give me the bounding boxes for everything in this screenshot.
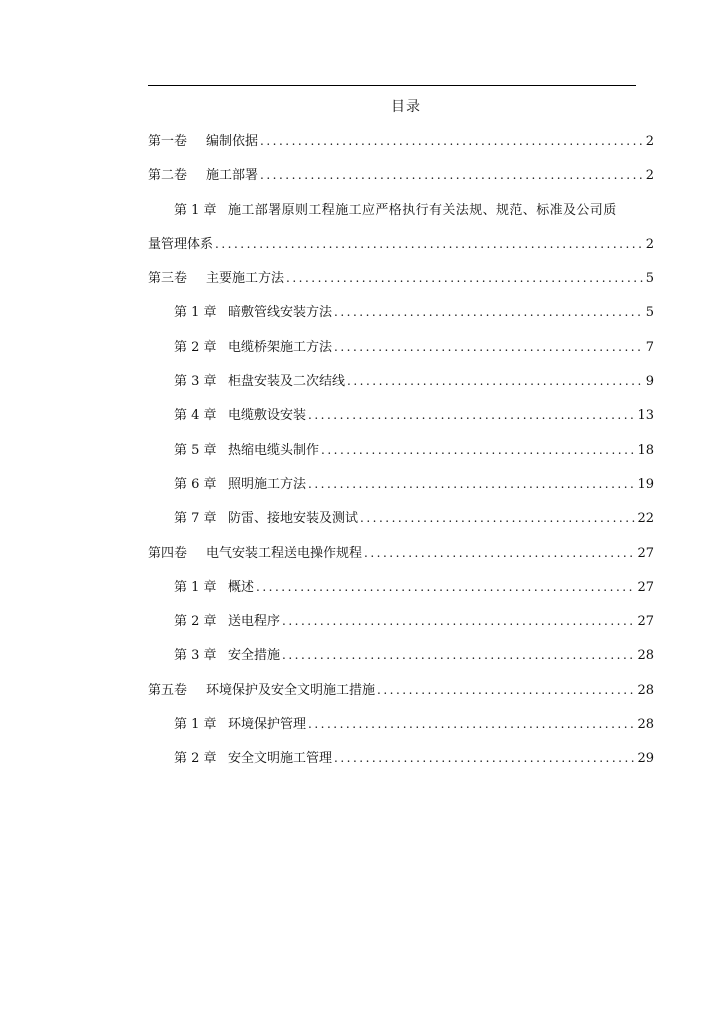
toc-entry-text: 概述	[228, 579, 255, 595]
toc-entry-page: 2	[645, 168, 654, 184]
toc-entry[interactable]	[148, 642, 654, 676]
toc-entry-text: 电缆桥架施工方法	[228, 339, 333, 355]
toc-entry-text: 热缩电缆头制作	[228, 442, 320, 458]
dot-leader	[377, 683, 635, 697]
header-rule	[148, 85, 636, 86]
toc-entry-page: 9	[645, 374, 654, 390]
toc-entry[interactable]	[148, 745, 654, 779]
toc-entry-text: 安全文明施工管理	[228, 751, 333, 767]
toc-entry-page: 5	[645, 305, 654, 321]
toc-entry[interactable]	[148, 402, 654, 436]
dot-leader	[334, 751, 635, 765]
toc-entry-text: 防雷、接地安装及测试	[228, 511, 359, 527]
toc-entry-page: 27	[637, 614, 654, 630]
toc-entry-label: 第 2 章	[174, 614, 217, 630]
toc-entry-text: 施工部署原则工程施工应严格执行有关法规、规范、标准及公司质	[228, 202, 617, 218]
toc-entry[interactable]	[148, 128, 654, 162]
toc-entry-label: 第四卷	[148, 545, 188, 561]
toc-entry-page: 2	[645, 134, 654, 149]
toc-entry-page: 19	[637, 476, 654, 492]
toc-entry-page: 27	[637, 579, 654, 595]
toc-entry-page: 22	[637, 511, 654, 527]
dot-leader	[286, 271, 644, 285]
toc-entry-text: 暗敷管线安装方法	[228, 305, 333, 321]
toc-entry[interactable]	[148, 505, 654, 539]
toc-entry-label: 第 3 章	[174, 648, 217, 664]
toc-entry-text: 电气安装工程送电操作规程	[206, 545, 363, 561]
toc-entry-label: 第二卷	[148, 168, 188, 184]
toc-entry-label: 第 7 章	[174, 511, 217, 527]
toc-entry-text: 环境保护管理	[228, 717, 307, 733]
toc-entry-page: 28	[637, 648, 654, 664]
toc-entry-page: 29	[637, 751, 654, 767]
dot-leader	[347, 374, 644, 388]
toc-entry-text: 施工部署	[206, 168, 259, 184]
toc-entry-text: 环境保护及安全文明施工措施	[206, 682, 376, 698]
toc-entry-label: 第 2 章	[174, 339, 217, 355]
toc-entry-text: 电缆敷设安装	[228, 408, 307, 424]
table-of-contents	[148, 128, 654, 780]
toc-entry-label: 第一卷	[148, 134, 188, 149]
toc-entry-label: 第 1 章	[174, 202, 217, 218]
toc-entry-label: 第 1 章	[174, 579, 217, 595]
dot-leader	[308, 408, 635, 422]
toc-entry-wrapped-first-line[interactable]	[148, 197, 654, 231]
toc-entry-page: 5	[645, 271, 654, 287]
toc-entry-label: 第 5 章	[174, 442, 217, 458]
toc-entry-page: 13	[637, 408, 654, 424]
toc-entry-page: 28	[637, 717, 654, 733]
dot-leader	[364, 546, 635, 560]
toc-entry-label: 第三卷	[148, 271, 188, 287]
dot-leader	[282, 614, 635, 628]
dot-leader	[215, 237, 644, 251]
toc-entry-text: 编制依据	[206, 134, 259, 149]
toc-entry-label: 第 3 章	[174, 374, 217, 390]
toc-entry[interactable]	[148, 711, 654, 745]
toc-entry-label: 第 2 章	[174, 751, 217, 767]
dot-leader	[321, 443, 635, 457]
toc-entry[interactable]	[148, 677, 654, 711]
toc-entry-page: 18	[637, 442, 654, 458]
toc-entry[interactable]	[148, 574, 654, 608]
dot-leader	[260, 168, 644, 182]
dot-leader	[334, 340, 644, 354]
toc-entry-text-continued: 量管理体系	[148, 236, 214, 252]
toc-entry-text: 送电程序	[228, 614, 281, 630]
toc-entry[interactable]	[148, 265, 654, 299]
toc-entry-page: 7	[645, 339, 654, 355]
toc-entry[interactable]	[148, 299, 654, 333]
toc-title: 目录	[391, 99, 421, 115]
toc-entry-label: 第五卷	[148, 682, 188, 698]
toc-entry-text: 柜盘安装及二次结线	[228, 374, 346, 390]
toc-entry[interactable]	[148, 540, 654, 574]
toc-entry-label: 第 1 章	[174, 717, 217, 733]
toc-entry-text: 安全措施	[228, 648, 281, 664]
toc-entry[interactable]	[148, 608, 654, 642]
toc-entry[interactable]	[148, 437, 654, 471]
dot-leader	[360, 511, 635, 525]
toc-entry-page: 2	[645, 236, 654, 252]
toc-entry-label: 第 4 章	[174, 408, 217, 424]
dot-leader	[308, 717, 635, 731]
toc-entry-wrapped-continuation[interactable]	[148, 231, 654, 265]
dot-leader	[256, 580, 635, 594]
toc-entry[interactable]	[148, 368, 654, 402]
dot-leader	[308, 477, 635, 491]
toc-entry-page: 28	[637, 682, 654, 698]
dot-leader	[334, 305, 644, 319]
toc-entry-label: 第 6 章	[174, 476, 217, 492]
toc-entry[interactable]	[148, 162, 654, 196]
toc-entry[interactable]	[148, 471, 654, 505]
toc-entry-text: 主要施工方法	[206, 271, 285, 287]
dot-leader	[260, 134, 644, 148]
toc-entry-label: 第 1 章	[174, 305, 217, 321]
toc-entry-page: 27	[637, 545, 654, 561]
toc-entry[interactable]	[148, 334, 654, 368]
toc-entry-text: 照明施工方法	[228, 476, 307, 492]
dot-leader	[282, 648, 635, 662]
